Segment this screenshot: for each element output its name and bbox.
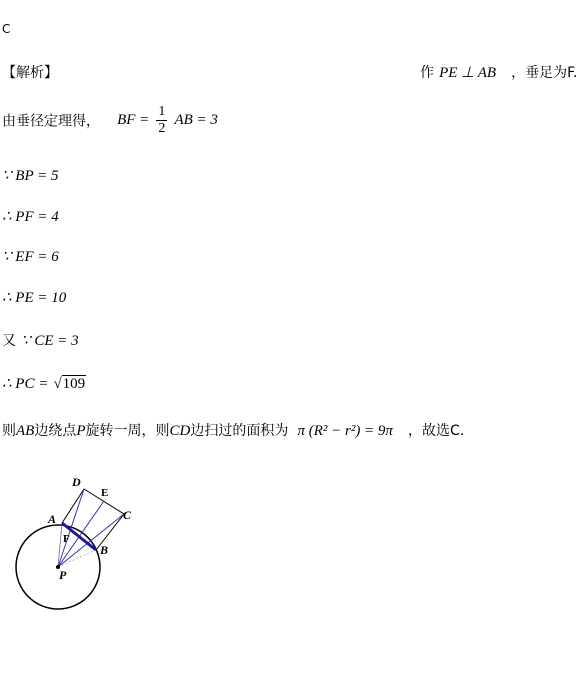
line-chord-prefix: 由垂径定理得，: [2, 113, 100, 130]
answer-text: C: [2, 22, 11, 36]
line-bp: ∵ BP = 5: [2, 168, 59, 184]
line-ce-math: ∵ CE = 3: [21, 333, 79, 349]
line-pc: [2, 373, 86, 393]
sqrt-value: 109: [62, 376, 86, 392]
line-chord-theorem: [2, 104, 218, 137]
label-e: E: [101, 487, 109, 499]
fraction-denominator: 2: [158, 121, 166, 136]
line-perpendicular-math: PE ⊥ AB: [439, 65, 497, 81]
line-ef: ∵ EF = 6: [2, 249, 59, 265]
line-chord-rhs: AB = 3: [174, 112, 218, 128]
line-perpendicular-prefix: 作: [420, 65, 434, 81]
analysis-label: 【解析】: [2, 65, 58, 81]
conclusion-suffix: ，故选C.: [408, 423, 465, 439]
line-pc-math: ∴ PC =: [2, 376, 49, 392]
line-perpendicular-suffix: ，垂足为F.: [511, 65, 578, 81]
conclusion-p: P: [76, 423, 86, 439]
label-a: A: [48, 512, 57, 526]
label-c: C: [123, 508, 132, 522]
label-p: P: [59, 568, 67, 582]
label-d: D: [72, 475, 81, 489]
line-perpendicular: [420, 62, 577, 82]
conclusion-math: π (R² − r²) = 9π: [297, 423, 393, 439]
conclusion-cd: CD: [169, 423, 191, 439]
half-fraction: [156, 104, 167, 137]
conclusion-ab: AB: [16, 423, 35, 439]
geometry-figure: [0, 465, 160, 625]
conclusion-prefix: 则: [2, 423, 16, 439]
line-ce: [2, 330, 79, 350]
line-pe: ∴ PE = 10: [2, 290, 67, 306]
conclusion-mid3: 边扫过的面积为: [190, 423, 289, 439]
rectangle-abcd: [62, 489, 124, 550]
line-ce-prefix: 又: [2, 333, 16, 349]
line-conclusion: [2, 420, 464, 440]
label-f: F: [63, 533, 70, 545]
label-b: B: [100, 543, 109, 557]
line-chord-lhs: BF =: [117, 112, 150, 128]
conclusion-mid2: 旋转一周，则: [85, 423, 170, 439]
sqrt-sign: √: [53, 376, 62, 392]
conclusion-mid1: 边绕点: [34, 423, 77, 439]
fraction-numerator: 1: [158, 104, 166, 119]
line-pf: ∴ PF = 4: [2, 209, 59, 225]
